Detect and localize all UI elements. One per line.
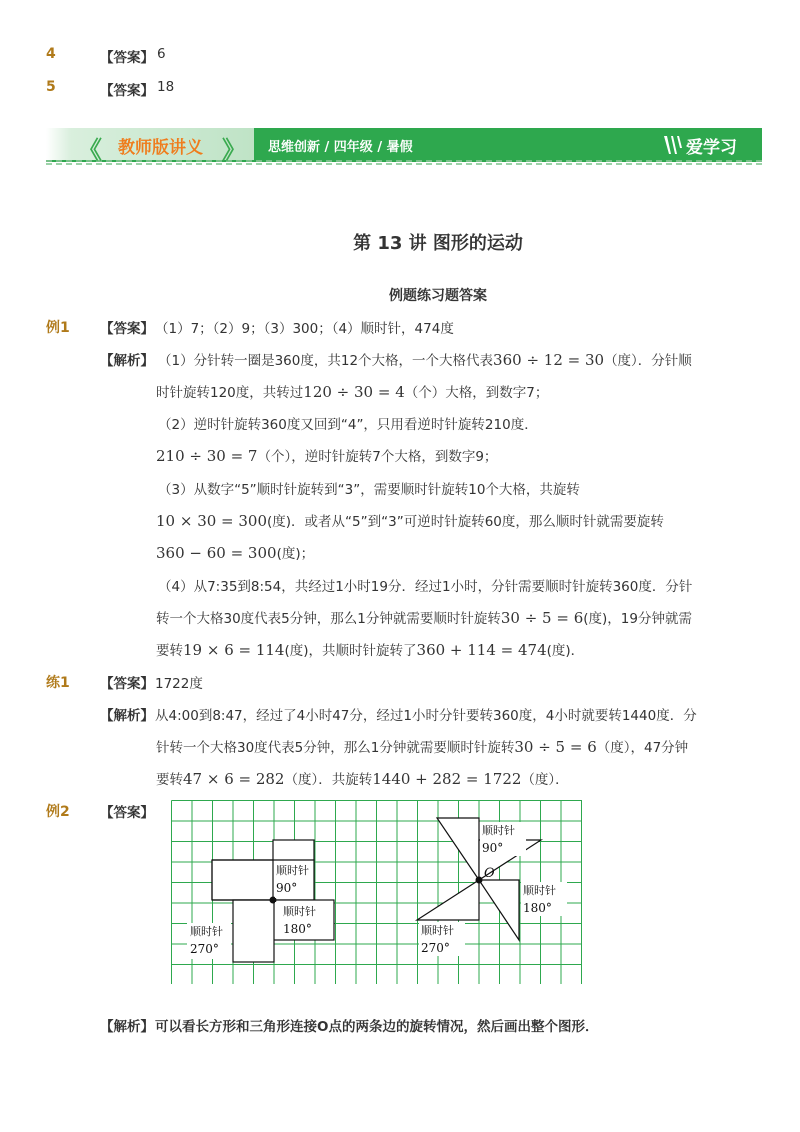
chevron-left-icon: 《 bbox=[78, 136, 102, 164]
example2-analysis: 可以看长方形和三角形连接O点的两条边的旋转情况，然后画出整个图形． bbox=[155, 1019, 599, 1035]
example1-answer-label: 【答案】 bbox=[100, 321, 154, 337]
prev-answer-value-4: 6 bbox=[157, 46, 166, 62]
example1-answer: （1）7；（2）9；（3）300；（4）顺时针，474度 bbox=[155, 321, 454, 337]
left-label-180: 180° bbox=[283, 922, 312, 936]
practice1-line-3: 要转47 × 6 = 282（度）．共旋转1440 + 282 = 1722（度）． bbox=[156, 770, 569, 788]
rotation-figure bbox=[171, 800, 583, 986]
brand-logo-icon bbox=[662, 132, 684, 156]
page-title: 第 13 讲 图形的运动 bbox=[353, 233, 523, 254]
example1-line-2: 时针旋转120度，共转过120 ÷ 30 = 4（个）大格，到数字7； bbox=[156, 383, 549, 401]
practice1-number: 练1 bbox=[46, 675, 70, 691]
left-label-90: 90° bbox=[276, 881, 298, 895]
right-label-270: 270° bbox=[421, 941, 450, 955]
example1-line-5: （3）从数字“5”顺时针旋转到“3”，需要顺时针旋转10个大格，共旋转 bbox=[158, 482, 580, 498]
prev-answer-label-5: 【答案】 bbox=[100, 83, 154, 99]
banner-title: 教师版讲义 bbox=[118, 138, 203, 158]
practice1-analysis-label: 【解析】 bbox=[100, 708, 154, 724]
banner-left-panel bbox=[46, 128, 254, 164]
brand-name: 爱学习 bbox=[686, 138, 737, 158]
right-label-cw90: 顺时针 bbox=[482, 824, 515, 837]
example1-line-10: 要转19 × 6 = 114(度)，共顺时针旋转了360 + 114 = 474(度)． bbox=[156, 641, 585, 659]
left-rect-bottom bbox=[233, 900, 274, 962]
left-label-cw270: 顺时针 bbox=[190, 925, 223, 938]
banner-subtitle: 思维创新 / 四年级 / 暑假 bbox=[268, 140, 413, 155]
banner-divider bbox=[46, 163, 762, 165]
example1-line-8: （4）从7:35到8:54，共经过1小时19分．经过1小时，分针需要顺时针旋转360度．分针 bbox=[158, 579, 693, 595]
left-label-cw180: 顺时针 bbox=[283, 905, 316, 918]
example2-answer-label: 【答案】 bbox=[100, 805, 154, 821]
left-label-270: 270° bbox=[190, 942, 219, 956]
center-label-o: O bbox=[484, 866, 495, 881]
practice1-answer: 1722度 bbox=[155, 676, 203, 692]
practice1-answer-label: 【答案】 bbox=[100, 676, 154, 692]
header-banner bbox=[46, 128, 762, 162]
right-triangle-left bbox=[417, 880, 479, 920]
right-label-180: 180° bbox=[523, 901, 552, 915]
practice1-line-1: 从4:00到8:47，经过了4小时47分，经过1小时分针要转360度，4小时就要转1440度．分 bbox=[155, 708, 697, 724]
example1-number: 例1 bbox=[46, 320, 70, 336]
example1-line-4: 210 ÷ 30 = 7（个），逆时针旋转7个大格，到数字9； bbox=[156, 447, 498, 465]
prev-answer-num-4: 4 bbox=[46, 46, 56, 62]
example2-number: 例2 bbox=[46, 804, 70, 820]
example1-line-9: 转一个大格30度代表5分钟，那么1分钟就需要顺时针旋转30 ÷ 5 = 6(度)，19分钟就需 bbox=[156, 609, 692, 627]
right-label-cw180: 顺时针 bbox=[523, 884, 556, 897]
practice1-line-2: 针转一个大格30度代表5分钟，那么1分钟就需要顺时针旋转30 ÷ 5 = 6（度），47分钟 bbox=[156, 738, 689, 756]
right-center-point bbox=[476, 877, 483, 884]
right-label-cw270: 顺时针 bbox=[421, 924, 454, 937]
example1-line-1: （1）分针转一圈是360度，共12个大格，一个大格代表360 ÷ 12 = 30（度）．分针顺 bbox=[158, 351, 692, 369]
chevron-right-icon: 》 bbox=[222, 136, 246, 164]
prev-answer-num-5: 5 bbox=[46, 79, 56, 95]
left-label-cw90: 顺时针 bbox=[276, 864, 309, 877]
example1-line-7: 360 − 60 = 300(度)； bbox=[156, 544, 315, 562]
example2-analysis-label: 【解析】 bbox=[100, 1019, 154, 1035]
right-label-90: 90° bbox=[482, 841, 504, 855]
prev-answer-value-5: 18 bbox=[157, 79, 175, 95]
example1-line-6: 10 × 30 = 300(度)．或者从“5”到“3”可逆时针旋转60度，那么顺时针就需要旋转 bbox=[156, 512, 664, 530]
example1-line-3: （2）逆时针旋转360度又回到“4”，只用看逆时针旋转210度． bbox=[158, 417, 538, 433]
prev-answer-label-4: 【答案】 bbox=[100, 50, 154, 66]
example1-analysis-label: 【解析】 bbox=[100, 353, 154, 369]
section-title: 例题练习题答案 bbox=[389, 288, 487, 304]
